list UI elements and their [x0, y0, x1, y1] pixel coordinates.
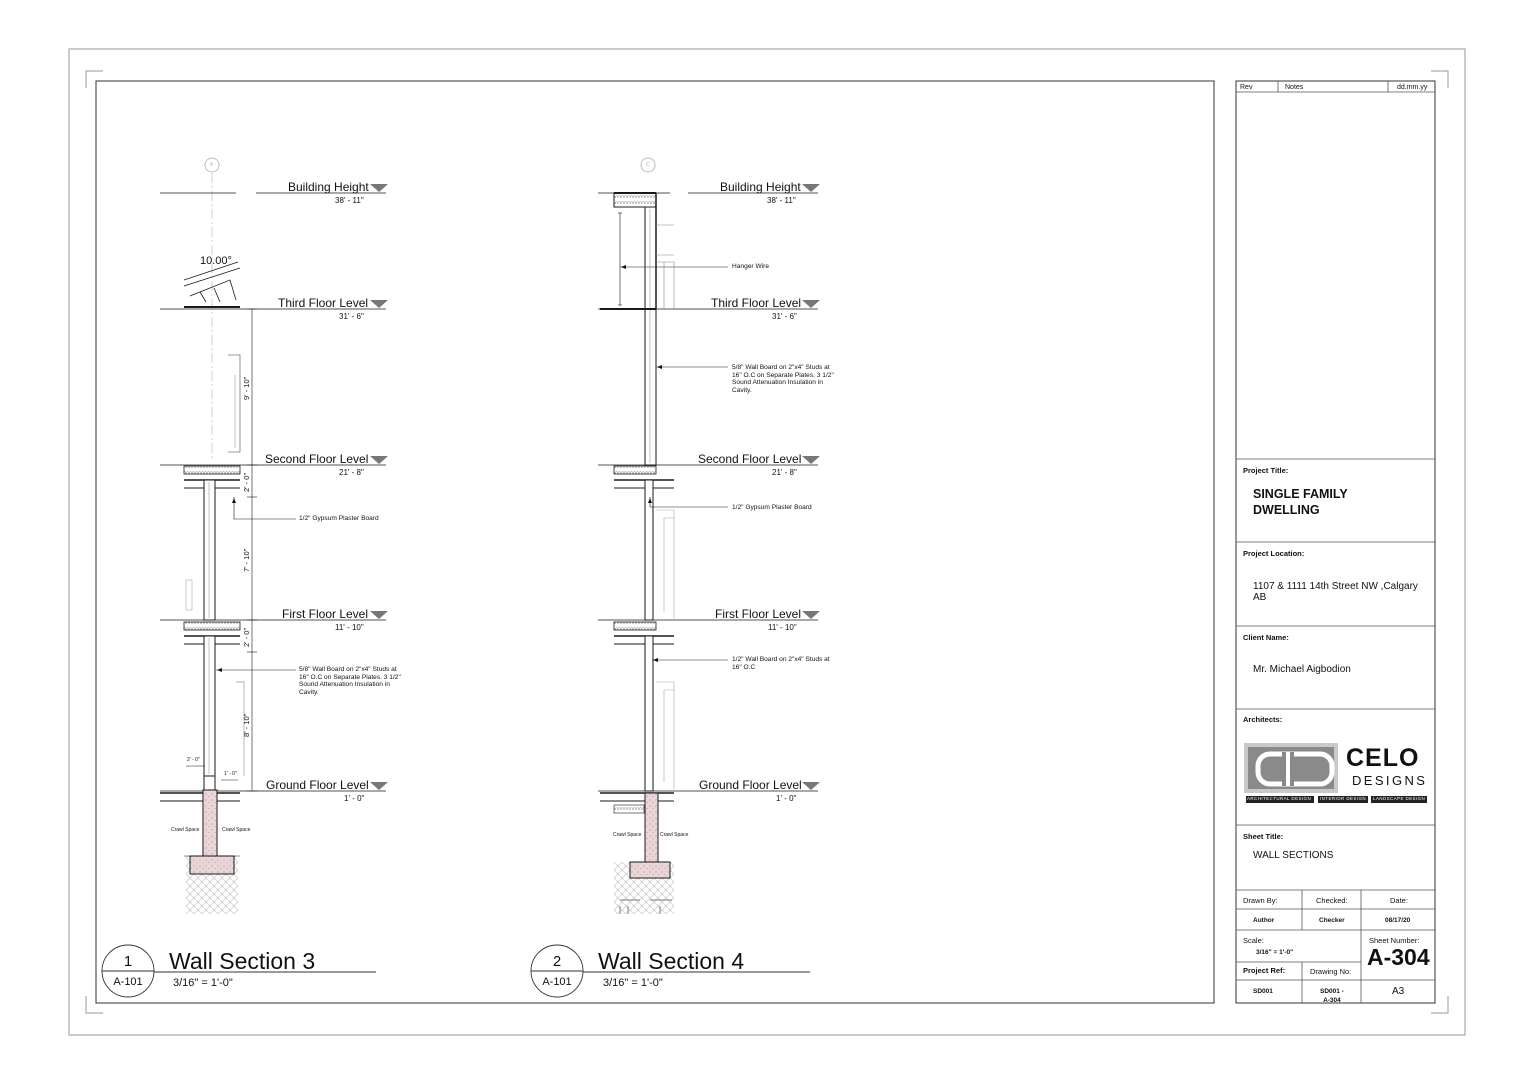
sheet-title: WALL SECTIONS	[1253, 850, 1334, 861]
project-ref: SD001	[1253, 988, 1273, 995]
crawl-space-label: Crawl Space	[171, 827, 200, 833]
material-note: 1/2" Gypsum Plaster Board	[732, 504, 812, 511]
material-note: Hanger Wire	[732, 263, 770, 270]
checked-by: Checker	[1319, 917, 1345, 924]
logo-tag: INTERIOR DESIGN	[1320, 796, 1367, 801]
paper-size: A3	[1392, 986, 1405, 997]
material-note: 5/8" Wall Board on 2"x4" Studs at 16" O.C on Separate Plates. 3 1/2" Sound Attenuation Insulation in Cavity.	[299, 666, 401, 696]
dimension-label: 2' - 0"	[187, 757, 200, 763]
view-sheet-ref: A-101	[542, 976, 572, 988]
scale-label: Scale:	[1243, 936, 1264, 945]
sheet-number-label: Sheet Number:	[1369, 936, 1420, 945]
rev-header: Rev	[1240, 84, 1253, 91]
issue-date: 08/17/20	[1385, 917, 1411, 924]
view-scale: 3/16" = 1'-0"	[173, 977, 233, 989]
level-elevation: 1' - 0"	[776, 794, 797, 803]
level-name: Second Floor Level	[698, 452, 802, 466]
project-title: SINGLE FAMILY DWELLING	[1253, 487, 1348, 517]
logo-tag: LANDSCAPE DESIGN	[1373, 796, 1426, 801]
dimension-label: 2' - 0"	[242, 627, 251, 647]
level-name: Building Height	[720, 180, 801, 194]
level-name: First Floor Level	[282, 607, 369, 621]
level-elevation: 38' - 11"	[335, 196, 364, 205]
client-name-label: Client Name:	[1243, 633, 1289, 642]
level-elevation: 31' - 6"	[339, 312, 364, 321]
roof-angle-label: 10.00°	[200, 255, 232, 267]
view-sheet-ref: A-101	[113, 976, 143, 988]
view-number: 2	[552, 953, 562, 970]
view-number: 1	[123, 953, 133, 970]
project-title-label: Project Title:	[1243, 466, 1289, 475]
level-name: Third Floor Level	[278, 296, 369, 310]
project-ref-label: Project Ref:	[1243, 966, 1286, 975]
dimension-label: 1' - 0"	[224, 771, 237, 777]
date-format-header: dd.mm.yy	[1397, 84, 1428, 91]
logo-sub: DESIGNS	[1352, 773, 1428, 788]
level-elevation: 1' - 0"	[344, 794, 365, 803]
project-location: 1107 & 1111 14th Street NW ,Calgary AB	[1253, 581, 1418, 603]
drawing-no-label: Drawing No:	[1310, 967, 1352, 976]
level-elevation: 31' - 6"	[772, 312, 797, 321]
checked-label: Checked:	[1316, 896, 1348, 905]
level-name: Ground Floor Level	[699, 778, 802, 792]
client-name: Mr. Michael Aigbodion	[1253, 664, 1351, 675]
drawn-by: Author	[1253, 917, 1275, 924]
dimension-label: 9' - 10"	[242, 376, 251, 400]
grid-label-c: C	[646, 162, 650, 168]
logo-brand: CELO	[1346, 744, 1420, 772]
view-title: Wall Section 4	[598, 948, 745, 974]
logo-tag: ARCHITECTURAL DESIGN	[1247, 796, 1312, 801]
level-elevation: 38' - 11"	[767, 196, 796, 205]
title-block-grid	[1236, 81, 1435, 1003]
material-note: 1/2" Gypsum Plaster Board	[299, 515, 379, 522]
view-scale: 3/16" = 1'-0"	[603, 977, 663, 989]
date-label: Date:	[1390, 896, 1408, 905]
level-name: Building Height	[288, 180, 369, 194]
project-location-label: Project Location:	[1243, 549, 1305, 558]
material-note: 1/2" Wall Board on 2"x4" Studs at 16" O.C	[732, 656, 830, 671]
sheet-number: A-304	[1367, 944, 1430, 970]
material-note: 5/8" Wall Board on 2"x4" Studs at 16" O.C on Separate Plates. 3 1/2" Sound Attenuation Insulation in Cavity.	[732, 364, 834, 394]
level-elevation: 11' - 10"	[768, 623, 797, 632]
level-elevation: 11' - 10"	[335, 623, 364, 632]
level-name: Second Floor Level	[265, 452, 369, 466]
level-name: Third Floor Level	[711, 296, 802, 310]
dimension-label: 7' - 10"	[242, 548, 251, 572]
view-title: Wall Section 3	[169, 948, 316, 974]
dimension-label: 8' - 10"	[242, 713, 251, 737]
crawl-space-label: Crawl Space	[613, 832, 642, 838]
architects-label: Architects:	[1243, 715, 1283, 724]
crawl-space-label: Crawl Space	[222, 827, 251, 833]
crawl-space-label: Crawl Space	[660, 832, 689, 838]
dimension-label: 2' - 0"	[242, 472, 251, 492]
drawn-by-label: Drawn By:	[1243, 896, 1278, 905]
level-elevation: 21' - 8"	[339, 468, 364, 477]
level-name: Ground Floor Level	[266, 778, 369, 792]
grid-label-4: 4	[210, 162, 213, 168]
notes-header: Notes	[1285, 84, 1304, 91]
scale-value: 3/16" = 1'-0"	[1256, 949, 1294, 956]
drawing-no: SD001 - A-304	[1320, 988, 1344, 1004]
level-elevation: 21' - 8"	[772, 468, 797, 477]
sheet-title-label: Sheet Title:	[1243, 832, 1284, 841]
level-name: First Floor Level	[715, 607, 802, 621]
